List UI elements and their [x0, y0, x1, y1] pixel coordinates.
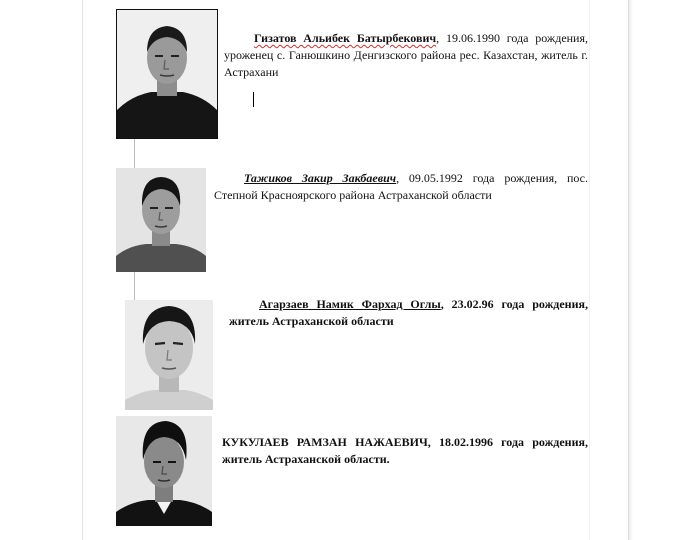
person-4-photo — [116, 416, 212, 526]
person-1-description — [224, 30, 588, 81]
person-4-details: , 18.02.1996 года рождения, житель Астраханской области. — [222, 435, 589, 466]
person-1-photo — [116, 9, 218, 139]
page-shadow — [629, 0, 633, 540]
right-margin-guide — [589, 0, 590, 540]
person-2-details: , 09.05.1992 года рождения, пос. Степной Красноярского района Астраханской области — [214, 171, 588, 202]
person-4-description — [222, 434, 588, 468]
person-2-description — [214, 170, 588, 204]
person-4-name: КУКУЛАЕВ РАМЗАН НАЖАЕВИЧ — [222, 435, 428, 449]
person-3-details: , 23.02.96 года рождения, житель Астраханской области — [229, 297, 588, 328]
person-1-details: , 19.06.1990 года рождения, уроженец с. Ганюшкино Денгизского района рес. Казахстан, житель г. Астрахани — [224, 31, 589, 79]
person-1-name: Гизатов Альибек Батырбекович — [254, 31, 437, 45]
text-cursor — [253, 92, 254, 107]
person-3-photo — [125, 300, 213, 410]
person-2-name: Тажиков Закир Закбаевич — [244, 171, 397, 185]
person-2-photo — [116, 168, 206, 272]
portrait-photo-icon — [116, 416, 212, 526]
portrait-photo-icon — [116, 168, 206, 272]
portrait-photo-icon — [125, 300, 213, 410]
page-left-edge — [82, 0, 83, 540]
person-3-name: Агарзаев Намик Фархад Оглы — [259, 297, 441, 311]
portrait-photo-icon — [117, 10, 217, 138]
person-3-description — [229, 296, 588, 330]
